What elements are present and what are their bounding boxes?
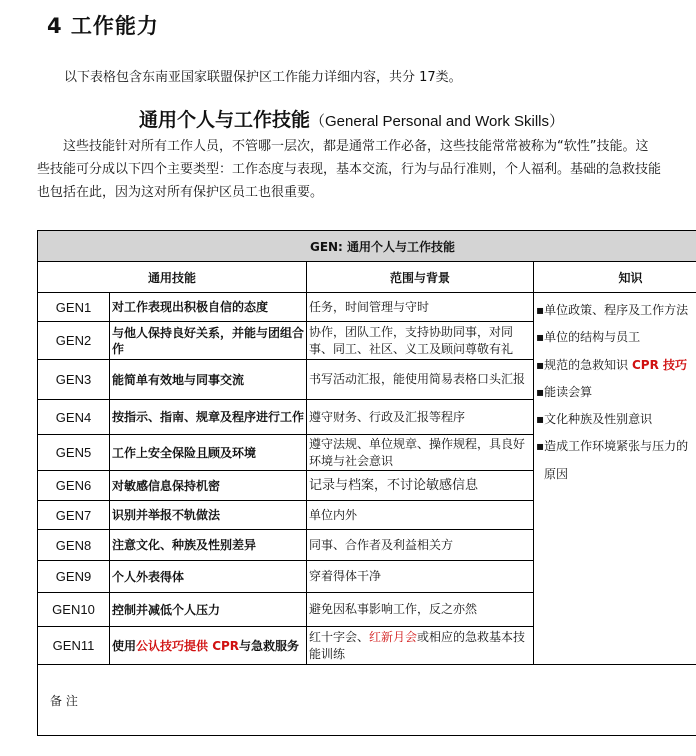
knowledge-item: ▪造成工作环境紧张与压力的 <box>536 439 689 454</box>
paragraph-line: 这些技能针对所有工作人员，不管哪一层次，都是通常工作必备，这些技能常常被称为“软性”技能。这 <box>63 139 649 154</box>
paragraph-line: 些技能可分成以下四个主要类型：工作态度与表现，基本交流，行为与品行准则，个人福利。基础的急救技能 <box>37 162 662 177</box>
subsection-title-zh: 通用个人与工作技能 <box>139 109 311 131</box>
skill-code: GEN10 <box>38 593 110 627</box>
knowledge-item: 原因 <box>544 466 569 481</box>
skill-code: GEN1 <box>38 293 110 322</box>
skill-scope: 任务，时间管理与守时 <box>307 293 534 322</box>
skill-scope: 穿着得体干净 <box>307 561 534 593</box>
skill-scope: 避免因私事影响工作，反之亦然 <box>307 593 534 627</box>
header-skill: 通用技能 <box>38 262 307 293</box>
skill-name: 识别并举报不轨做法 <box>110 501 307 530</box>
skill-name: 使用公认技巧提供 CPR与急救服务 <box>110 627 307 665</box>
skill-code: GEN3 <box>38 360 110 400</box>
table-header-row <box>38 262 696 293</box>
skill-scope: 书写活动汇报，能使用简易表格口头汇报 <box>307 360 534 400</box>
skills-table <box>37 230 696 736</box>
table-title-row <box>38 231 696 262</box>
header-knowledge: 知识 <box>534 262 696 293</box>
knowledge-item: ▪能读会算 <box>536 384 593 399</box>
skill-name: 注意文化、种族及性别差异 <box>110 530 307 561</box>
knowledge-item: ▪单位政策、程序及工作方法 <box>536 303 689 317</box>
knowledge-item: ▪文化种族及性别意识 <box>536 412 653 427</box>
skill-name: 按指示、指南、规章及程序进行工作 <box>110 400 307 435</box>
skill-name: 能简单有效地与同事交流 <box>110 360 307 400</box>
skill-code: GEN7 <box>38 501 110 530</box>
skill-name: 控制并减低个人压力 <box>110 593 307 627</box>
skill-scope: 协作，团队工作，支持协助同事，对同事、同工、社区、义工及顾问尊敬有礼 <box>307 322 534 360</box>
header-scope: 范围与背景 <box>307 262 534 293</box>
skill-name: 对敏感信息保持机密 <box>110 471 307 501</box>
skill-name: 工作上安全保险且顾及环境 <box>110 435 307 471</box>
knowledge-item: ▪规范的急救知识 CPR 技巧 <box>536 357 687 372</box>
paragraph-line: 也包括在此，因为这对所有保护区员工也很重要。 <box>37 185 324 200</box>
section-title: 4 工作能力 <box>47 14 159 38</box>
skill-code: GEN5 <box>38 435 110 471</box>
remark-cell: 备 注 <box>38 665 696 736</box>
skill-code: GEN8 <box>38 530 110 561</box>
skill-scope: 遵守法规、单位规章、操作规程，具良好环境与社会意识 <box>307 435 534 471</box>
skill-name: 与他人保持良好关系，并能与团组合作 <box>110 322 307 360</box>
skill-code: GEN6 <box>38 471 110 501</box>
skill-name: 个人外表得体 <box>110 561 307 593</box>
skill-scope: 记录与档案，不讨论敏感信息 <box>307 471 534 501</box>
knowledge-item: ▪单位的结构与员工 <box>536 330 641 345</box>
skill-code: GEN9 <box>38 561 110 593</box>
subsection-title <box>139 105 564 132</box>
skill-code: GEN2 <box>38 322 110 360</box>
table-title: GEN: 通用个人与工作技能 <box>38 231 696 262</box>
remark-row <box>38 665 696 736</box>
subsection-title-en: （General Personal and Work Skills） <box>310 113 565 130</box>
skill-scope: 同事、合作者及利益相关方 <box>307 530 534 561</box>
table-row <box>38 293 696 322</box>
skill-scope: 单位内外 <box>307 501 534 530</box>
skill-name: 对工作表现出积极自信的态度 <box>110 293 307 322</box>
skill-code: GEN4 <box>38 400 110 435</box>
knowledge-cell <box>534 293 696 665</box>
skill-scope: 遵守财务、行政及汇报等程序 <box>307 400 534 435</box>
skill-code: GEN11 <box>38 627 110 665</box>
description-paragraph <box>37 135 696 204</box>
intro-text: 以下表格包含东南亚国家联盟保护区工作能力详细内容，共分 17类。 <box>64 70 462 85</box>
skill-scope: 红十字会、红新月会或相应的急救基本技能训练 <box>307 627 534 665</box>
